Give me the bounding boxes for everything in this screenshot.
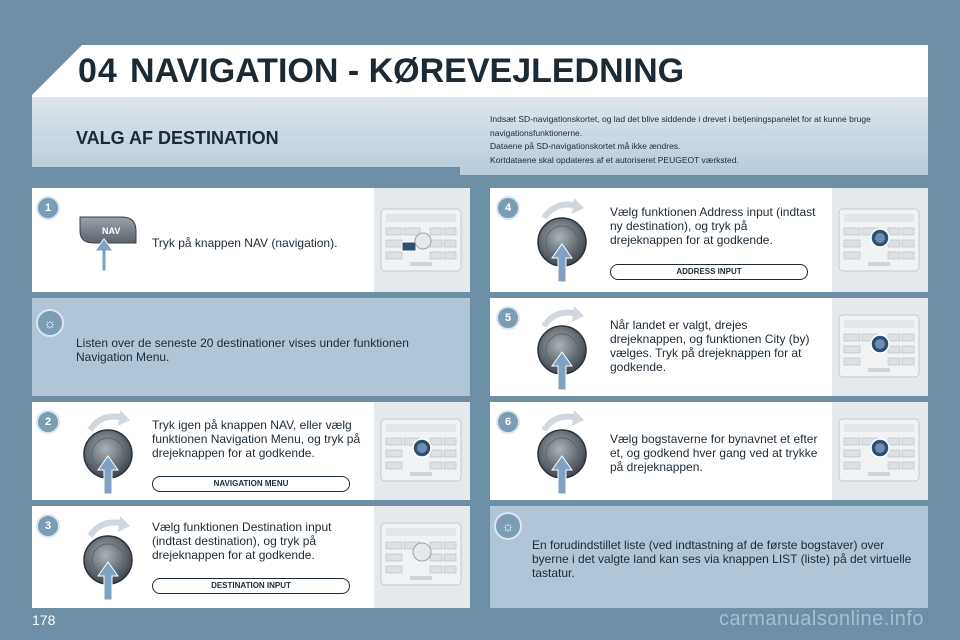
step-text-1: Tryk på knappen NAV (navigation). (152, 236, 338, 250)
page-title: NAVIGATION - KØREVEJLEDNING (130, 52, 685, 90)
step-text-4: Vælg funktionen Address input (indtast ny destination), og tryk på drejeknappen for at godkende. (610, 205, 816, 247)
page-number: 178 (32, 612, 56, 628)
step-badge-6: 6 (496, 410, 520, 434)
rotary-knob-icon (530, 408, 596, 496)
step-badge-5: 5 (496, 306, 520, 330)
tip-text-2: En forudindstillet liste (ved indtastning af de første bogstaver) over byerne i det valgte land kan ses via knappen LIST (liste) på det virtuelle tastatur. (532, 538, 912, 580)
rotary-knob-icon (530, 196, 596, 284)
rotary-knob-icon (76, 514, 142, 602)
nav-key-icon (76, 213, 140, 273)
intro-line: Indsæt SD-navigationskortet, og lad det blive siddende i drevet i betjeningspanelet for at kunne bruge navigationsfunktionerne. (490, 114, 871, 138)
step-text-6: Vælg bogstaverne for bynavnet et efter et, og godkend hver gang ved at trykke på drejeknappen. (610, 432, 818, 474)
radio-panel-icon (838, 314, 920, 378)
intro-line: Kortdataene skal opdateres af et autoriseret PEUGEOT værksted. (490, 154, 739, 165)
nav-key-label: NAV (102, 226, 121, 236)
chapter-number: 04 (78, 52, 118, 90)
menu-label-address-input: ADDRESS INPUT (610, 264, 808, 280)
radio-panel-icon (380, 418, 462, 482)
step-badge-3: 3 (36, 514, 60, 538)
step-badge-2: 2 (36, 410, 60, 434)
step-text-5: Når landet er valgt, drejes drejeknappen, og funktionen City (by) vælges. Tryk på drejeknappen for at godkende. (610, 318, 810, 374)
sun-icon: ☼ (36, 309, 64, 337)
step-text-2: Tryk igen på knappen NAV, eller vælg funktionen Navigation Menu, og tryk på drejeknappen for at godkende. (152, 418, 361, 460)
step-text-3: Vælg funktionen Destination input (indtast destination), og tryk på drejeknappen for at godkende. (152, 520, 332, 562)
step-badge-1: 1 (36, 196, 60, 220)
rotary-knob-icon (76, 408, 142, 496)
radio-panel-icon (838, 418, 920, 482)
sun-icon: ☼ (494, 512, 522, 540)
watermark: carmanualsonline.info (718, 608, 924, 630)
tip-text-1: Listen over de seneste 20 destinationer vises under funktionen Navigation Menu. (76, 336, 409, 364)
step-badge-4: 4 (496, 196, 520, 220)
radio-panel-icon (838, 208, 920, 272)
menu-label-destination-input: DESTINATION INPUT (152, 578, 350, 594)
intro-line: Dataene på SD-navigationskortet må ikke ændres. (490, 141, 681, 151)
intro-text (490, 113, 920, 167)
radio-panel-icon (380, 208, 462, 272)
radio-panel-icon (380, 522, 462, 586)
menu-label-navigation-menu: NAVIGATION MENU (152, 476, 350, 492)
section-title: VALG AF DESTINATION (76, 128, 279, 148)
rotary-knob-icon (530, 304, 596, 392)
